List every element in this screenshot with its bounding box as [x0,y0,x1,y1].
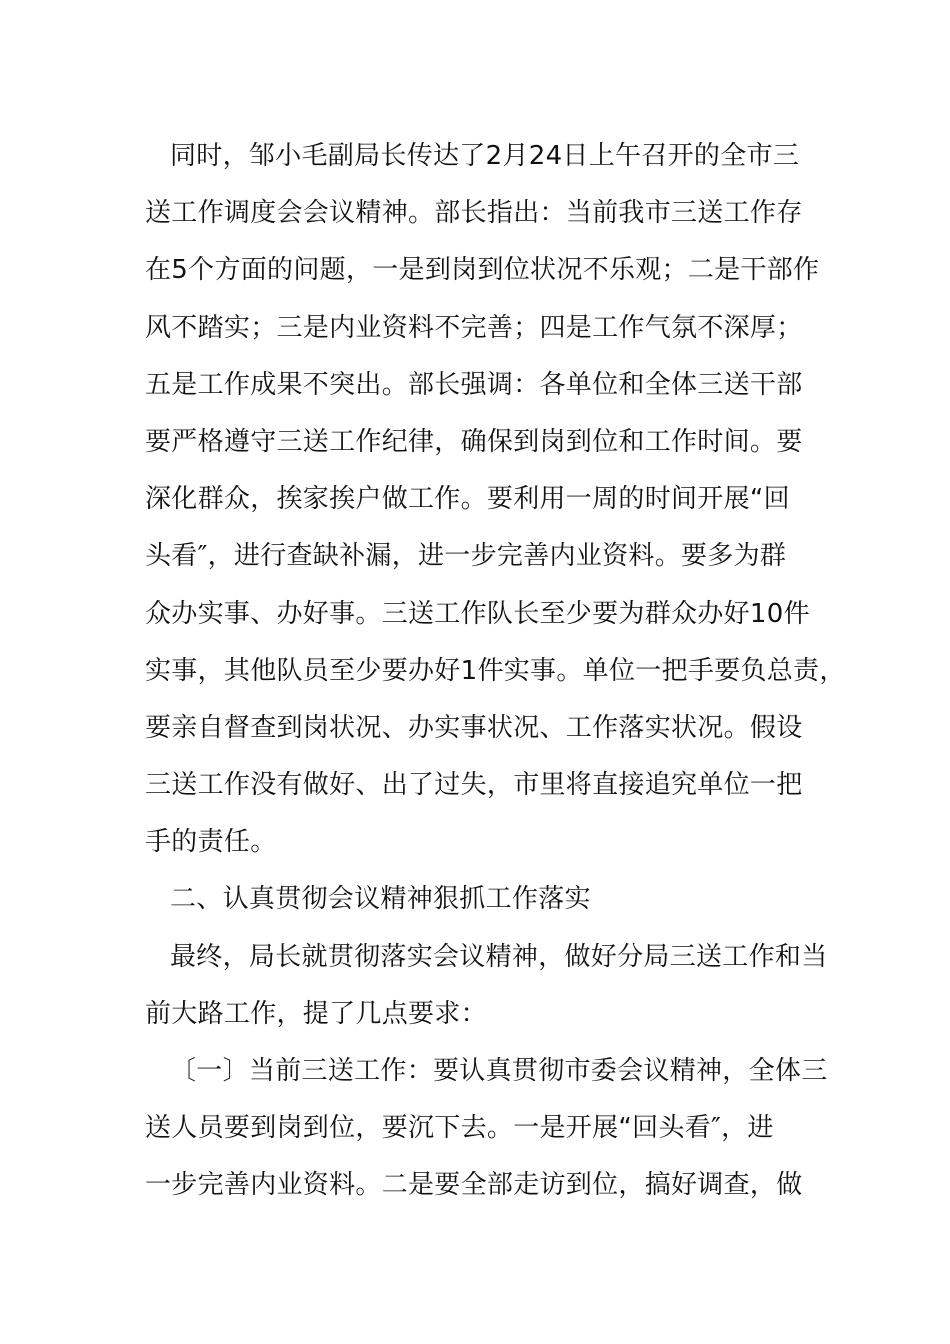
text-line: 深化群众，挨家挨户做工作。要利用一周的时间开展“回 [145,484,790,515]
text-line: 实事，其他队员至少要办好1件实事。单位一把手要负总责， [145,655,846,686]
text-line: 众办实事、办好事。三送工作队长至少要为群众办好10件 [145,598,810,629]
text-line: 手的责任。 [145,827,277,858]
text-line: 送人员要到岗到位，要沉下去。一是开展“回头看″，进 [145,1113,774,1144]
text-line: 三送工作没有做好、出了过失，市里将直接追究单位一把 [145,770,803,801]
text-line: 前大路工作，提了几点要求： [145,998,487,1029]
section-heading: 二、认真贯彻会议精神狠抓工作落实 [170,884,591,915]
document-body [145,128,845,1215]
text-line: 最终，局长就贯彻落实会议精神，做好分局三送工作和当 [170,941,828,972]
text-line: 同时，邹小毛副局长传达了2月24日上午召开的全市三 [170,141,800,171]
text-line: 要亲自督查到岗状况、办实事状况、工作落实状况。假设 [145,712,803,743]
text-line: 〔一〕当前三送工作：要认真贯彻市委会议精神，全体三 [170,1056,828,1086]
text-line: 头看″，进行查缺补漏，进一步完善内业资料。要多为群 [145,541,787,572]
text-line: 要严格遵守三送工作纪律，确保到岗到位和工作时间。要 [145,426,803,457]
text-line: 风不踏实；三是内业资料不完善；四是工作气氛不深厚； [145,312,803,343]
text-line: 送工作调度会会议精神。部长指出：当前我市三送工作存 [145,198,803,229]
text-line: 五是工作成果不突出。部长强调：各单位和全体三送干部 [145,369,803,400]
text-line: 一步完善内业资料。二是要全部走访到位，搞好调查，做 [145,1170,803,1201]
text-line: 在5个方面的问题，一是到岗到位状况不乐观；二是干部作 [145,255,820,286]
